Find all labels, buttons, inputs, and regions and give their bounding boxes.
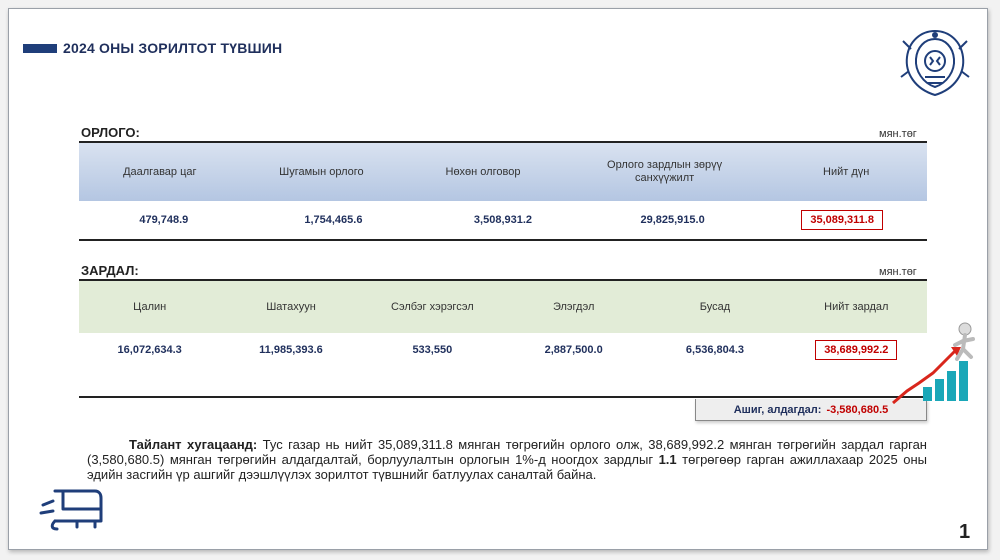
- income-header-cell: Даалгавар цаг: [123, 165, 197, 178]
- income-table-row: [79, 201, 927, 241]
- expense-value-cell: 2,887,500.0: [544, 344, 603, 356]
- title-accent-bar: [23, 44, 57, 53]
- income-header-cell: Нөхөн олговор: [445, 165, 521, 178]
- income-value-cell: 479,748.9: [139, 214, 189, 226]
- expense-label: ЗАРДАЛ:: [81, 263, 139, 278]
- bus-icon: [37, 485, 107, 535]
- expense-unit: мян.төг: [879, 266, 917, 278]
- expense-value-cell: 533,550: [412, 344, 453, 356]
- expense-table: [79, 279, 927, 367]
- income-header-cell: Шугамын орлого: [279, 165, 364, 178]
- income-value-cell: 3,508,931.2: [473, 214, 533, 226]
- expense-table-header: [79, 281, 927, 333]
- expense-header-cell: Нийт зардал: [824, 300, 889, 313]
- emblem-icon: [897, 27, 973, 99]
- income-value-cell: 1,754,465.6: [304, 214, 363, 226]
- slide: [8, 8, 988, 550]
- income-table-header: [79, 143, 927, 201]
- page-number: 1: [959, 521, 971, 543]
- expense-header-cell: Сэлбэг хэрэгсэл: [391, 300, 474, 313]
- conclusion-paragraph: [87, 437, 927, 482]
- income-unit: мян.төг: [879, 128, 917, 140]
- profit-loss-value: -3,580,680.5: [826, 403, 889, 416]
- income-table: [79, 141, 927, 241]
- expense-header-cell: Цалин: [133, 300, 167, 313]
- expense-header-cell: Элэгдэл: [552, 300, 595, 313]
- conclusion-text-end: төгрөгөөр гарган ажиллахаар 2025 оны эдийн засгийн үр ашгийг дээшлүүлэх зорилтот түвшнийг батлуулах саналтай байна.: [87, 452, 927, 482]
- expense-value-cell: 6,536,804.3: [685, 344, 745, 356]
- income-header-cell: Нийт дүн: [823, 165, 870, 178]
- income-total-value: 35,089,311.8: [801, 210, 883, 230]
- expense-total-value: 38,689,992.2: [815, 340, 897, 360]
- profit-loss-label: Ашиг, алдагдал:: [733, 403, 822, 416]
- expense-table-row: [79, 333, 927, 367]
- growth-chart-figure-icon: [889, 321, 979, 409]
- page-title: 2024 ОНЫ ЗОРИЛТОТ ТҮВШИН: [63, 40, 283, 56]
- income-total-cell: [757, 210, 927, 230]
- income-label: ОРЛОГО:: [81, 125, 140, 140]
- table-bottom-rule: [79, 396, 927, 398]
- conclusion-text: Тус газар нь нийт 35,089,311.8 мянган төгрөгийн орлого олж, 38,689,992.2 мянган төгрөгийн зардал гарган (3,580,680.5) мянган төгрөгийн алдагдалтай, борлуулалтын орлогын 1%-д ноогдох зардлыг: [87, 437, 927, 467]
- expense-value-cell: 11,985,393.6: [259, 344, 323, 356]
- expense-header-cell: Бусад: [699, 300, 731, 313]
- conclusion-highlight: 1.1: [658, 452, 677, 467]
- conclusion-lead: Тайлант хугацаанд:: [129, 437, 258, 452]
- income-value-cell: 29,825,915.0: [640, 214, 705, 226]
- expense-header-cell: Шатахуун: [266, 300, 316, 313]
- expense-value-cell: 16,072,634.3: [117, 344, 182, 356]
- income-header-cell: Орлого зардлын зөрүү санхүүжилт: [607, 159, 723, 184]
